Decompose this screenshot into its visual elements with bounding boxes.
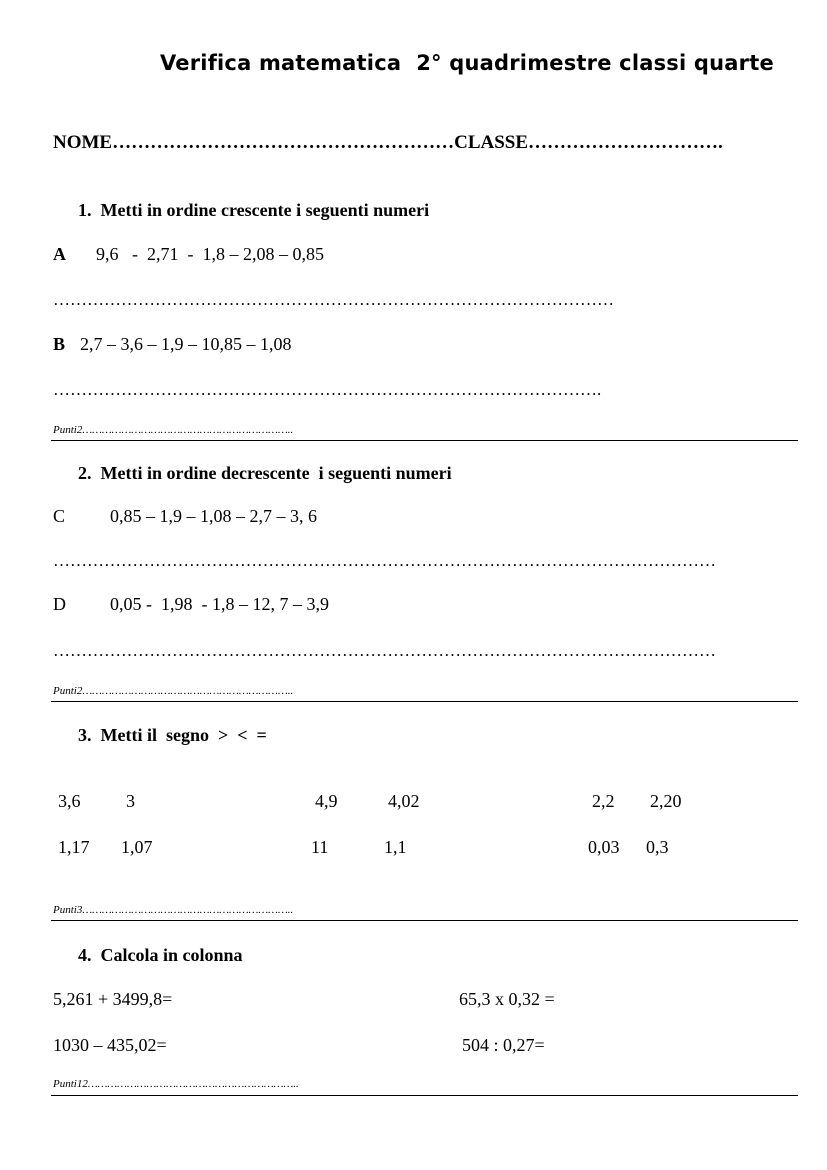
item-letter-d: D: [53, 594, 66, 614]
answer-line-c: ………………………………………………………………………………………………………: [53, 551, 716, 570]
compare-right: 0,3: [646, 837, 669, 857]
item-letter-c: C: [53, 506, 66, 526]
compare-left: 4,9: [315, 791, 338, 811]
compare-right: 4,02: [388, 791, 420, 811]
operation: 504 : 0,27=: [462, 1035, 545, 1055]
compare-right: 1,07: [121, 837, 153, 857]
compare-left: 11: [311, 837, 329, 857]
points-section-2: Punti2………………………………………………………..: [53, 685, 294, 697]
compare-left: 2,2: [592, 791, 615, 811]
section-4-heading: 4. Calcola in colonna: [78, 945, 243, 965]
item-letter-b: B: [53, 334, 66, 354]
page-title: Verifica matematica 2° quadrimestre classi quarte: [160, 51, 774, 75]
compare-right: 3: [126, 791, 135, 811]
item-numbers-c: 0,85 – 1,9 – 1,08 – 2,7 – 3, 6: [110, 506, 317, 526]
item-letter-a: A: [53, 244, 66, 264]
operation: 65,3 x 0,32 =: [459, 989, 555, 1009]
section-1-heading: 1. Metti in ordine crescente i seguenti numeri: [78, 200, 430, 220]
compare-right: 1,1: [384, 837, 407, 857]
points-section-3: Punti3………………………………………………………..: [53, 904, 294, 916]
section-divider: [51, 701, 798, 702]
section-3-heading: 3. Metti il segno > < =: [78, 725, 267, 745]
item-numbers-b: 2,7 – 3,6 – 1,9 – 10,85 – 1,08: [80, 334, 292, 354]
compare-left: 1,17: [58, 837, 90, 857]
answer-line-d: ………………………………………………………………………………………………………: [53, 641, 716, 660]
compare-right: 2,20: [650, 791, 682, 811]
section-2-heading: 2. Metti in ordine decrescente i seguenti numeri: [78, 463, 452, 483]
section-divider: [51, 920, 798, 921]
compare-left: 0,03: [588, 837, 620, 857]
operation: 1030 – 435,02=: [53, 1035, 167, 1055]
compare-left: 3,6: [58, 791, 81, 811]
points-section-4: Punti12………………………………………………………..: [53, 1078, 299, 1090]
operation: 5,261 + 3499,8=: [53, 989, 173, 1009]
item-numbers-d: 0,05 - 1,98 - 1,8 – 12, 7 – 3,9: [110, 594, 329, 614]
answer-line-b: …………………………………………………………………………………….: [53, 380, 602, 399]
answer-line-a: ………………………………………………………………………………………: [53, 290, 614, 309]
item-numbers-a: 9,6 - 2,71 - 1,8 – 2,08 – 0,85: [96, 244, 324, 264]
section-divider: [51, 1095, 798, 1096]
name-class-line: NOME………………………………………………CLASSE………………………….: [53, 132, 723, 153]
section-divider: [51, 440, 798, 441]
points-section-1: Punti2………………………………………………………..: [53, 424, 294, 436]
